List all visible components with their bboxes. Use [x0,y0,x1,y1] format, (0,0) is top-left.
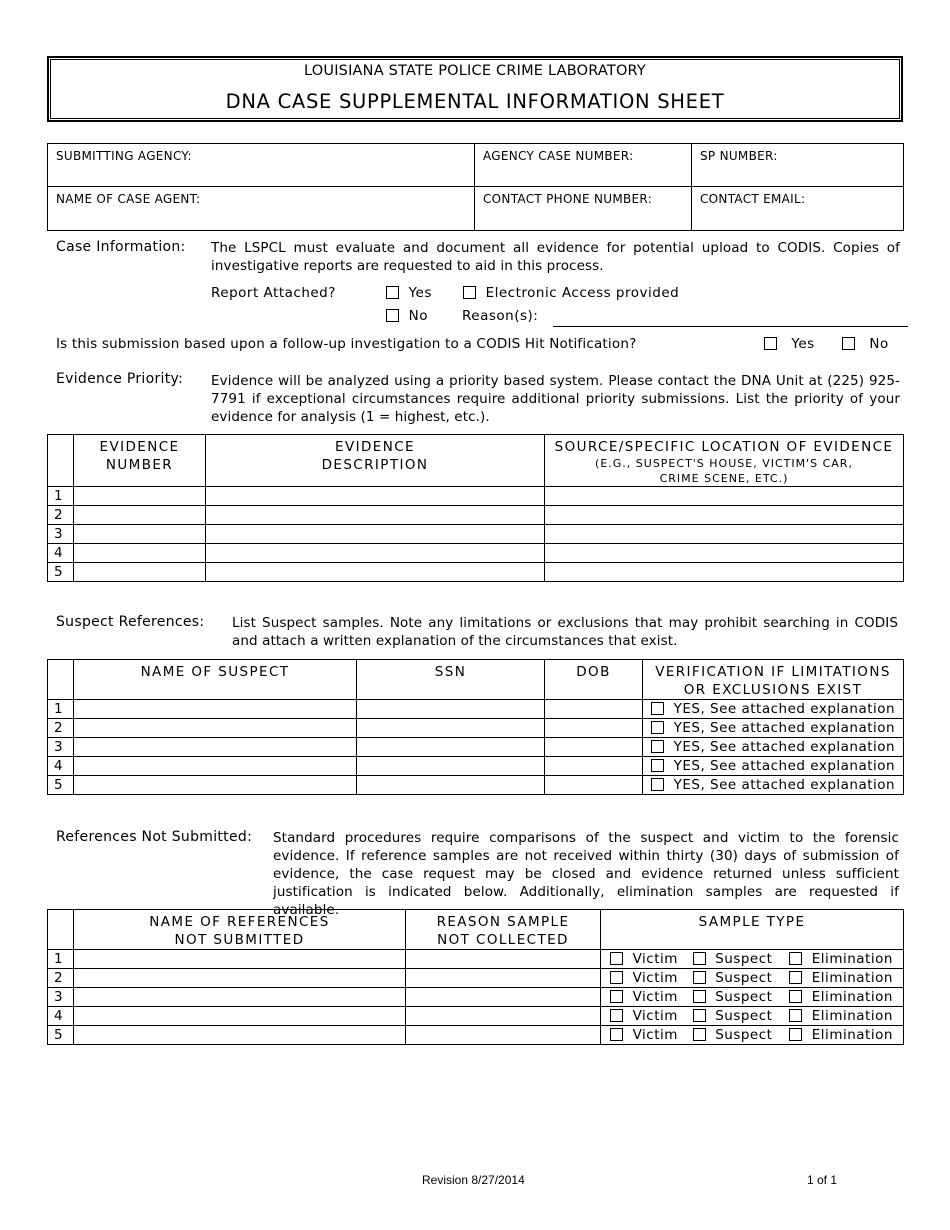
suspect-index-header [48,660,74,700]
evidence-number-cell[interactable] [74,506,206,525]
evidence-description-header-line2: DESCRIPTION [321,457,429,473]
case-agent-field[interactable] [48,187,475,231]
elimination-checkbox[interactable] [789,1028,802,1041]
case-info-text: The LSPCL must evaluate and document all evidence for potential upload to CODIS. Copies of investigative reports are requested to aid in this process. [211,240,900,274]
followup-no-option[interactable] [842,336,889,352]
suspect-dob-cell[interactable] [545,719,643,738]
submitting-agency-field[interactable] [48,144,475,187]
verification-checkbox[interactable] [651,759,664,772]
row-number: 3 [48,738,74,757]
elimination-checkbox[interactable] [789,952,802,965]
report-no-checkbox[interactable] [386,309,399,322]
victim-label: Victim [632,1027,678,1043]
reference-reason-cell[interactable] [406,988,601,1007]
reference-name-header [74,910,406,950]
reference-index-header [48,910,74,950]
suspect-name-cell[interactable] [74,719,357,738]
row-number: 1 [48,700,74,719]
table-row [48,719,904,738]
verification-cell [643,700,904,719]
row-number: 1 [48,487,74,506]
evidence-source-header-sub1: (E.G., SUSPECT'S HOUSE, VICTIM'S CAR, [595,457,853,470]
suspect-dob-cell[interactable] [545,776,643,795]
followup-question: Is this submission based upon a follow-up investigation to a CODIS Hit Notification? [56,336,637,352]
row-number: 4 [48,757,74,776]
table-row [48,525,904,544]
reference-reason-header [406,910,601,950]
suspect-name-cell[interactable] [74,700,357,719]
suspect-dob-cell[interactable] [545,700,643,719]
verification-checkbox[interactable] [651,702,664,715]
table-row [48,506,904,525]
elimination-label: Elimination [811,970,893,986]
agency-case-number-field[interactable] [475,144,692,187]
suspect-checkbox[interactable] [693,952,706,965]
sp-number-field[interactable] [692,144,904,187]
evidence-number-cell[interactable] [74,544,206,563]
table-row [48,563,904,582]
suspect-ssn-cell[interactable] [357,757,545,776]
victim-label: Victim [632,951,678,967]
reference-name-cell[interactable] [74,950,406,969]
verification-label: YES, See attached explanation [673,720,896,736]
evidence-priority-text: Evidence will be analyzed using a priority based system. Please contact the DNA Unit at (225) 925-7791 if exceptional circumstances require additional priority submissions. List the priority of your evidence for analysis (1 = highest, etc.). [211,373,900,425]
elimination-checkbox[interactable] [789,1009,802,1022]
sample-type-cell [601,950,904,969]
suspect-references-text: List Suspect samples. Note any limitations or exclusions that may prohibit searching in CODIS and attach a written explanation of the circumstances that exist. [232,615,898,649]
victim-checkbox[interactable] [610,952,623,965]
suspect-ssn-cell[interactable] [357,700,545,719]
suspect-ssn-header: SSN [357,660,545,700]
agency-info-table [47,143,904,231]
elimination-label: Elimination [811,951,893,967]
row-number: 5 [48,776,74,795]
followup-yes-label: Yes [791,336,815,352]
suspect-label: Suspect [715,951,773,967]
electronic-access-label: Electronic Access provided [485,285,680,301]
evidence-source-cell[interactable] [545,563,904,582]
evidence-number-header [74,435,206,487]
reference-reason-cell[interactable] [406,950,601,969]
victim-checkbox[interactable] [610,1028,623,1041]
report-yes-option[interactable] [386,285,432,301]
victim-checkbox[interactable] [610,990,623,1003]
row-number: 3 [48,988,74,1007]
suspect-label: Suspect [715,970,773,986]
suspect-label: Suspect [715,1008,773,1024]
followup-yes-checkbox[interactable] [764,337,777,350]
suspect-ssn-cell[interactable] [357,719,545,738]
suspect-verification-header [643,660,904,700]
verification-cell [643,719,904,738]
suspect-references-label: Suspect References: [56,614,205,630]
report-no-option[interactable] [386,308,428,324]
verification-checkbox[interactable] [651,721,664,734]
suspect-checkbox[interactable] [693,1028,706,1041]
contact-phone-label: CONTACT PHONE NUMBER: [483,192,653,206]
verification-label: YES, See attached explanation [673,777,896,793]
suspect-name-header: NAME OF SUSPECT [74,660,357,700]
reference-name-header-line2: NOT SUBMITTED [174,932,305,948]
verification-cell [643,776,904,795]
reference-name-cell[interactable] [74,969,406,988]
verification-label: YES, See attached explanation [673,701,896,717]
victim-checkbox[interactable] [610,1009,623,1022]
table-row [48,776,904,795]
row-number: 4 [48,1007,74,1026]
sample-type-header: SAMPLE TYPE [601,910,904,950]
verification-checkbox[interactable] [651,740,664,753]
suspect-name-cell[interactable] [74,776,357,795]
reference-name-cell[interactable] [74,988,406,1007]
row-number: 4 [48,544,74,563]
case-agent-label: NAME OF CASE AGENT: [56,192,201,206]
evidence-priority-label: Evidence Priority: [56,371,184,387]
table-row [48,969,904,988]
victim-label: Victim [632,989,678,1005]
evidence-number-header-line2: NUMBER [105,457,174,473]
followup-no-checkbox[interactable] [842,337,855,350]
table-row [48,700,904,719]
victim-checkbox[interactable] [610,971,623,984]
evidence-number-header-line1: EVIDENCE [99,439,180,455]
evidence-description-cell[interactable] [206,544,545,563]
suspect-ssn-cell[interactable] [357,776,545,795]
evidence-number-cell[interactable] [74,487,206,506]
table-row [48,544,904,563]
elimination-label: Elimination [811,989,893,1005]
evidence-description-header-line1: EVIDENCE [335,439,415,455]
table-row [48,1007,904,1026]
row-number: 2 [48,969,74,988]
reference-reason-header-line2: NOT COLLECTED [437,932,569,948]
victim-label: Victim [632,1008,678,1024]
suspect-dob-cell[interactable] [545,757,643,776]
followup-yes-option[interactable] [764,336,815,352]
suspect-verification-header-line2: OR EXCLUSIONS EXIST [683,682,863,698]
verification-cell [643,738,904,757]
refs-not-submitted-text: Standard procedures require comparisons of the suspect and victim to the forensic evidence. If reference samples are not received within thirty (30) days of submission of evidence, the case request may be closed and evidence returned unless sufficient justification is indicated below. Additionally, elimination samples are requested if available. [273,830,899,918]
reference-reason-cell[interactable] [406,969,601,988]
report-attached-label: Report Attached? [211,285,336,301]
evidence-description-header [206,435,545,487]
evidence-description-cell[interactable] [206,563,545,582]
evidence-number-cell[interactable] [74,563,206,582]
table-row [48,1026,904,1045]
table-row [48,487,904,506]
suspect-checkbox[interactable] [693,990,706,1003]
row-number: 5 [48,563,74,582]
sp-number-label: SP NUMBER: [700,149,778,163]
report-yes-label: Yes [408,285,432,301]
electronic-access-checkbox[interactable] [463,286,476,299]
evidence-source-header-title: SOURCE/SPECIFIC LOCATION OF EVIDENCE [554,439,894,455]
evidence-source-header [545,435,904,487]
suspect-ssn-cell[interactable] [357,738,545,757]
suspect-dob-header: DOB [545,660,643,700]
reference-reason-cell[interactable] [406,1007,601,1026]
evidence-source-cell[interactable] [545,525,904,544]
contact-email-field[interactable] [692,187,904,231]
reference-reason-cell[interactable] [406,1026,601,1045]
contact-email-label: CONTACT EMAIL: [700,192,806,206]
reasons-label: Reason(s): [462,308,539,324]
evidence-source-cell[interactable] [545,544,904,563]
suspect-checkbox[interactable] [693,971,706,984]
reference-name-cell[interactable] [74,1007,406,1026]
report-no-label: No [408,308,428,324]
evidence-description-cell[interactable] [206,487,545,506]
sample-type-cell [601,1026,904,1045]
elimination-label: Elimination [811,1027,893,1043]
table-row [48,738,904,757]
evidence-number-cell[interactable] [74,525,206,544]
suspect-checkbox[interactable] [693,1009,706,1022]
contact-phone-field[interactable] [475,187,692,231]
table-row [48,950,904,969]
elimination-checkbox[interactable] [789,990,802,1003]
suspect-name-cell[interactable] [74,738,357,757]
revision-date: Revision 8/27/2014 [422,1173,525,1187]
reference-reason-header-line1: REASON SAMPLE [436,914,570,930]
row-number: 1 [48,950,74,969]
references-table [47,909,904,1045]
elimination-label: Elimination [811,1008,893,1024]
sample-type-cell [601,1007,904,1026]
evidence-source-cell[interactable] [545,487,904,506]
sample-type-cell [601,969,904,988]
evidence-source-cell[interactable] [545,506,904,525]
row-number: 5 [48,1026,74,1045]
report-yes-checkbox[interactable] [386,286,399,299]
row-number: 3 [48,525,74,544]
suspect-name-cell[interactable] [74,757,357,776]
victim-label: Victim [632,970,678,986]
table-row [48,988,904,1007]
elimination-checkbox[interactable] [789,971,802,984]
reference-name-cell[interactable] [74,1026,406,1045]
evidence-description-cell[interactable] [206,506,545,525]
verification-checkbox[interactable] [651,778,664,791]
suspect-label: Suspect [715,989,773,1005]
table-row [48,757,904,776]
verification-label: YES, See attached explanation [673,758,896,774]
page-title: DNA CASE SUPPLEMENTAL INFORMATION SHEET [225,90,725,113]
reasons-input-line[interactable] [553,325,908,327]
evidence-description-cell[interactable] [206,525,545,544]
evidence-table [47,434,904,582]
agency-case-number-label: AGENCY CASE NUMBER: [483,149,634,163]
case-info-label: Case Information: [56,239,186,255]
refs-not-submitted-label: References Not Submitted: [56,829,253,845]
agency-name: LOUISIANA STATE POLICE CRIME LABORATORY [304,63,646,79]
suspect-dob-cell[interactable] [545,738,643,757]
row-number: 2 [48,506,74,525]
reference-name-header-line1: NAME OF REFERENCES [149,914,330,930]
electronic-access-option[interactable] [463,285,679,301]
row-number: 2 [48,719,74,738]
verification-label: YES, See attached explanation [673,739,896,755]
sample-type-cell [601,988,904,1007]
verification-cell [643,757,904,776]
evidence-source-header-sub2: CRIME SCENE, ETC.) [659,472,789,485]
suspect-label: Suspect [715,1027,773,1043]
submitting-agency-label: SUBMITTING AGENCY: [56,149,192,163]
suspect-table [47,659,904,795]
evidence-index-header [48,435,74,487]
page-number: 1 of 1 [807,1173,838,1187]
suspect-verification-header-line1: VERIFICATION IF LIMITATIONS [655,664,891,680]
followup-no-label: No [869,336,889,352]
